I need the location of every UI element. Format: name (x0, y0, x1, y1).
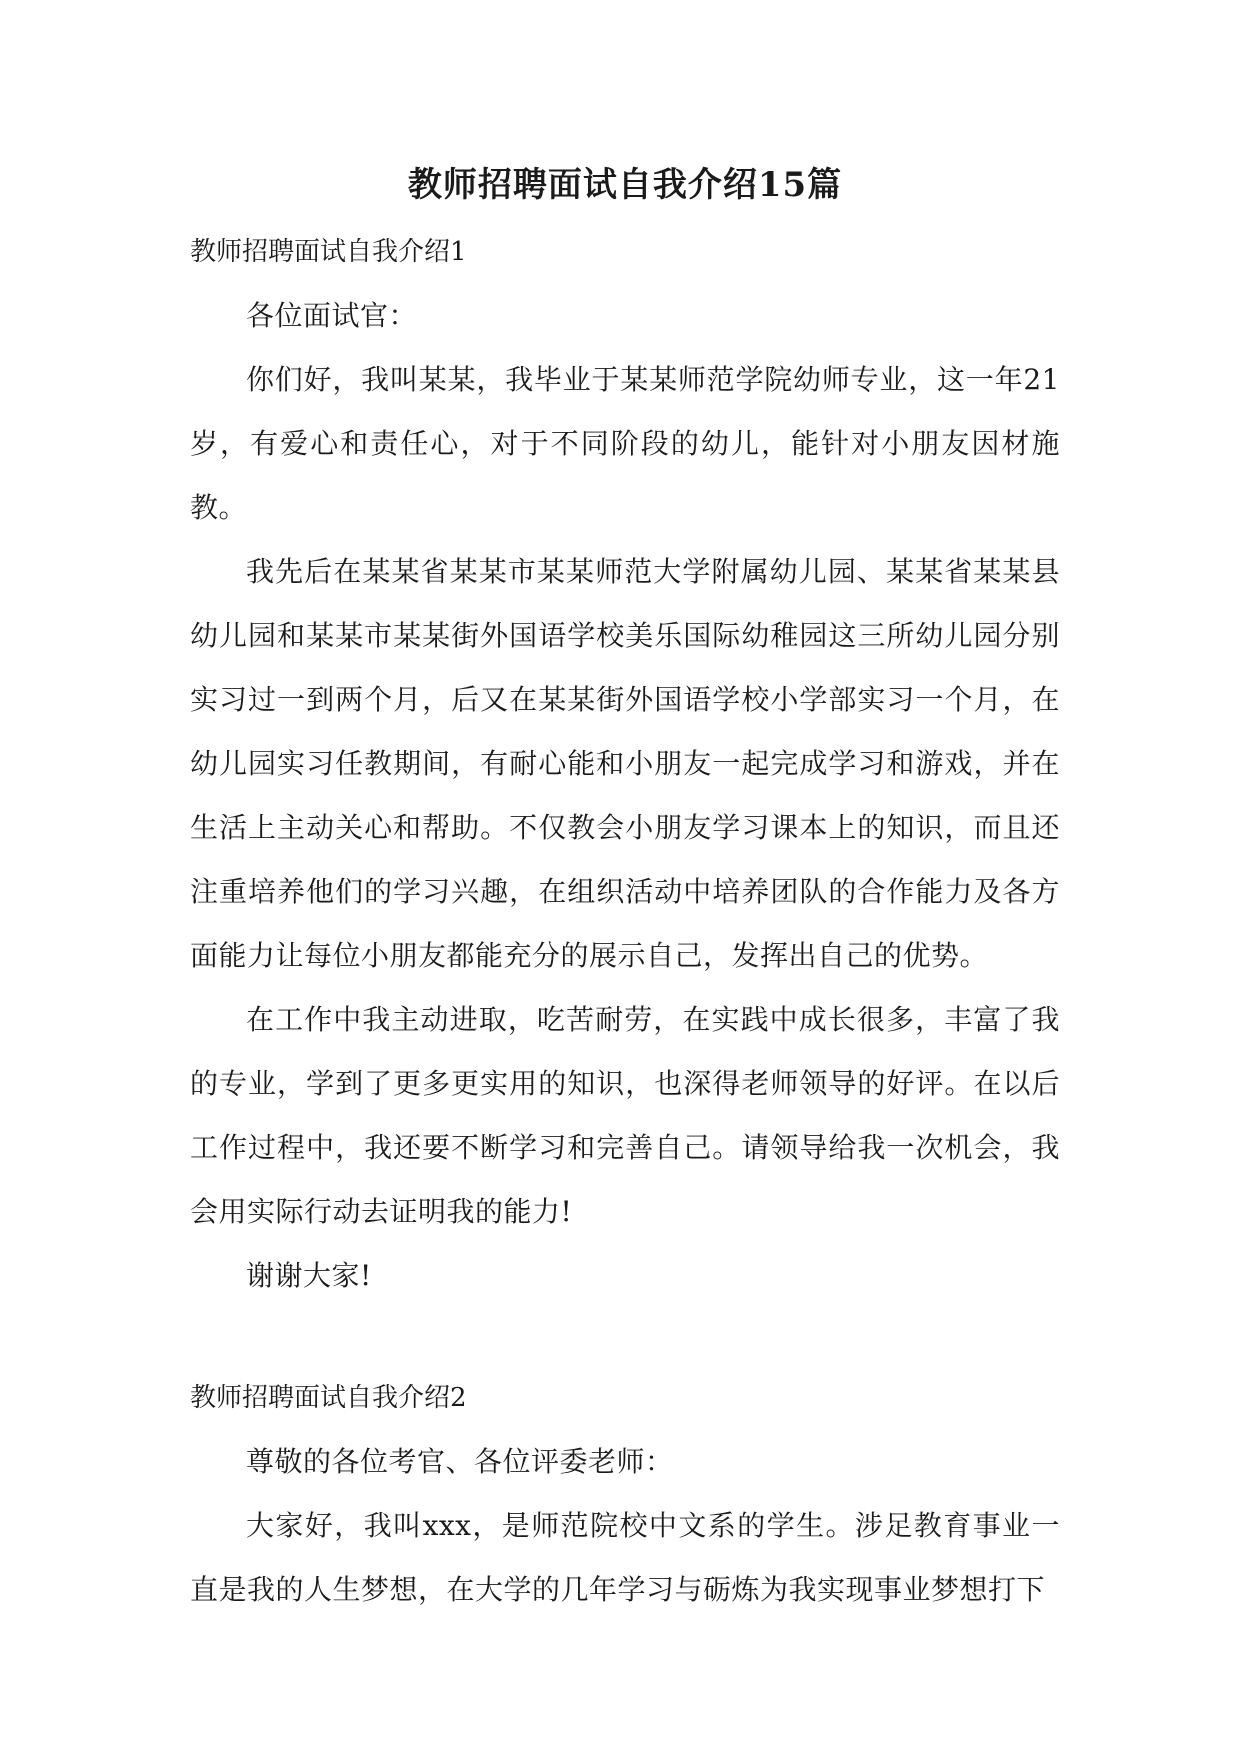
paragraph: 我先后在某某省某某市某某师范大学附属幼儿园、某某省某某县幼儿园和某某市某某街外国语学校美乐国际幼稚园这三所幼儿园分别实习过一到两个月，后又在某某街外国语学校小学部实习一个月，在幼儿园实习任教期间，有耐心能和小朋友一起完成学习和游戏，并在生活上主动关心和帮助。不仅教会小朋友学习课本上的知识，而且还注重培养他们的学习兴趣，在组织活动中培养团队的合作能力及各方面能力让每位小朋友都能充分的展示自己，发挥出自己的优势。 (190, 555, 1060, 972)
closing: 谢谢大家! (246, 1259, 372, 1292)
section-gap (190, 1308, 1060, 1366)
paragraph: 大家好，我叫xxx，是师范院校中文系的学生。涉足教育事业一直是我的人生梦想，在大学的几年学习与砺炼为我实现事业梦想打下 (190, 1509, 1060, 1606)
section-heading: 教师招聘面试自我介绍2 (190, 1383, 467, 1413)
paragraph: 你们好，我叫某某，我毕业于某某师范学院幼师专业，这一年21岁，有爱心和责任心，对于不同阶段的幼儿，能针对小朋友因材施教。 (190, 363, 1060, 524)
paragraph: 在工作中我主动进取，吃苦耐劳，在实践中成长很多，丰富了我的专业，学到了更多更实用的知识，也深得老师领导的好评。在以后工作过程中，我还要不断学习和完善自己。请领导给我一次机会，我会用实际行动去证明我的能力! (190, 1003, 1060, 1228)
section-2 (190, 1366, 1060, 1622)
salutation: 各位面试官： (246, 299, 418, 332)
document-title: 教师招聘面试自我介绍15篇 (407, 165, 843, 205)
salutation: 尊敬的各位考官、各位评委老师： (246, 1445, 674, 1478)
document-page (190, 150, 1060, 1622)
section-heading: 教师招聘面试自我介绍1 (190, 237, 467, 267)
section-1 (190, 220, 1060, 1308)
